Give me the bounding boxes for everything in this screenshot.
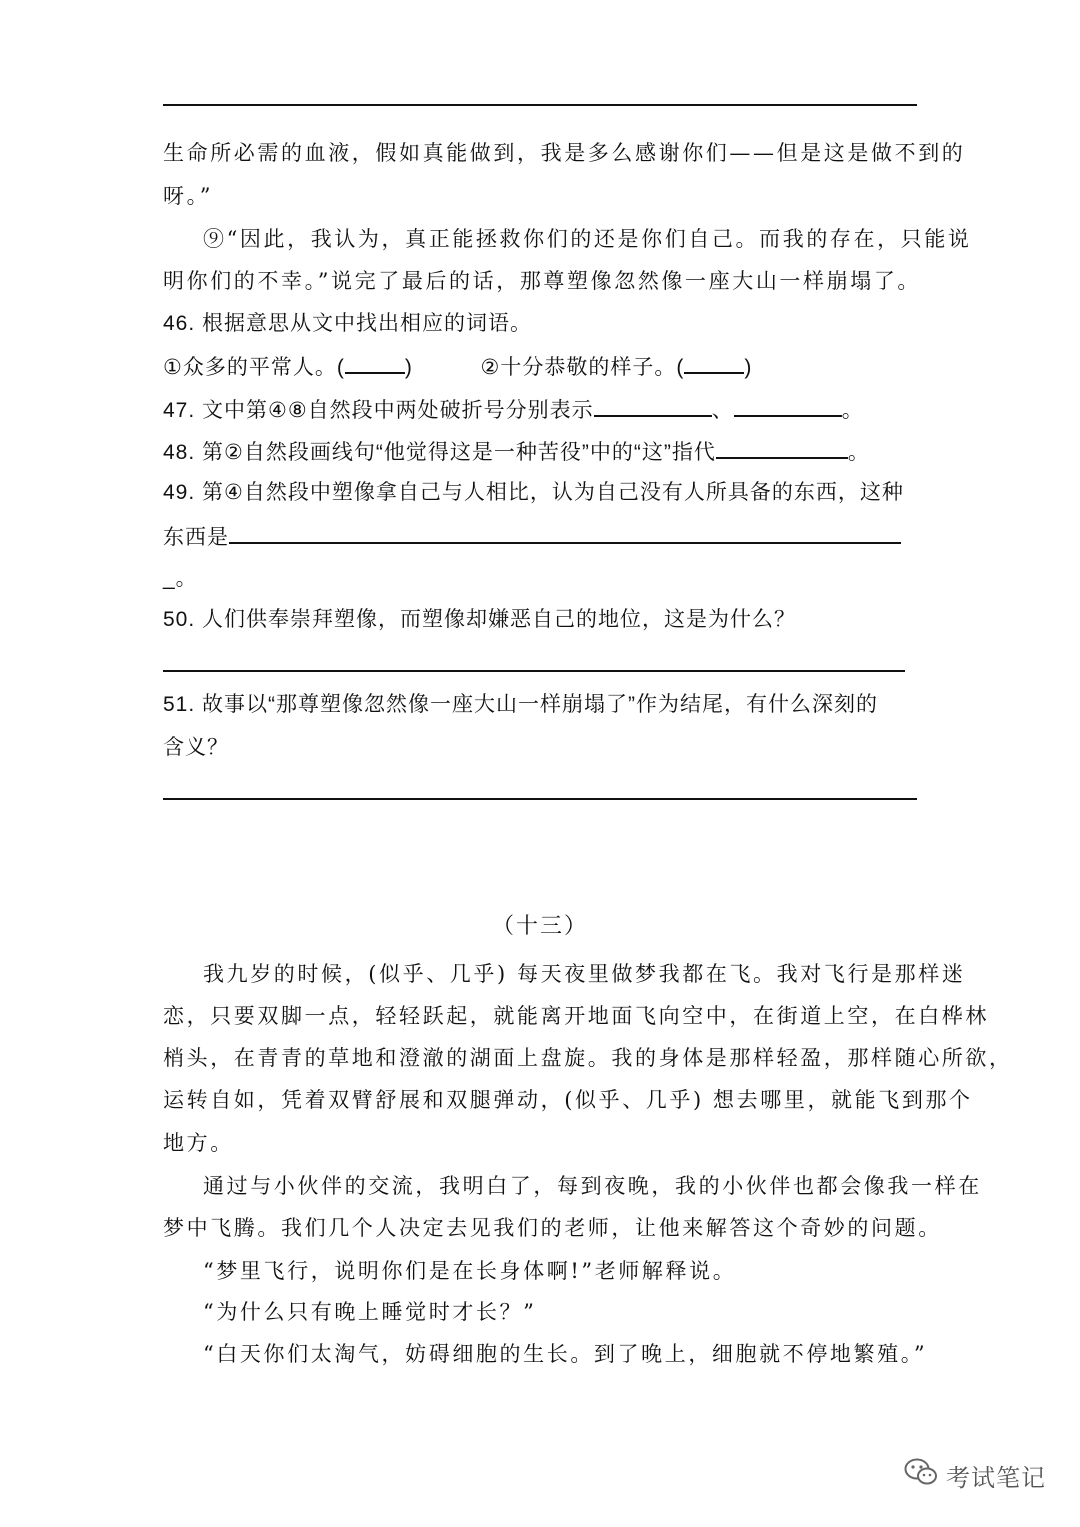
- paragraph-8-continued-line-2: 呀。”: [163, 184, 214, 208]
- question-46-item-b-close: ): [744, 356, 753, 379]
- passage-paragraph-1-line-4: 运转自如，凭着双臂舒展和双腿弹动，(似乎、几乎) 想去哪里，就能飞到那个: [163, 1088, 973, 1112]
- answer-blank-47a[interactable]: [594, 393, 712, 417]
- question-49-line-1: 49. 第④自然段中塑像拿自己与人相比，认为自己没有人所具备的东西，这种: [163, 481, 904, 504]
- wechat-icon: [904, 1457, 938, 1493]
- question-47: [163, 393, 923, 426]
- answer-line-50[interactable]: [163, 670, 905, 672]
- answer-blank-48[interactable]: [716, 435, 848, 459]
- answer-blank-46a[interactable]: [345, 350, 405, 374]
- passage-paragraph-2-line-1: 通过与小伙伴的交流，我明白了，每到夜晚，我的小伙伴也都会像我一样在: [203, 1174, 982, 1198]
- passage-paragraph-1-line-1: 我九岁的时候，(似乎、几乎) 每天夜里做梦我都在飞。我对飞行是那样迷: [203, 962, 966, 986]
- question-50: 50. 人们供奉崇拜塑像，而塑像却嫌恶自己的地位，这是为什么？: [163, 608, 797, 631]
- paragraph-9-line-1: ⑨“因此，我认为，真正能拯救你们的还是你们自己。而我的存在，只能说: [203, 227, 972, 251]
- answer-blank-46b[interactable]: [684, 350, 744, 374]
- question-48-period: 。: [847, 441, 870, 464]
- passage-paragraph-1-line-3: 梢头，在青青的草地和澄澈的湖面上盘旋。我的身体是那样轻盈，那样随心所欲，: [163, 1046, 1013, 1070]
- question-47-separator: 、: [711, 399, 734, 422]
- question-46: 46. 根据意思从文中找出相应的词语。: [163, 312, 533, 335]
- question-49-label: 东西是: [163, 526, 229, 549]
- question-46-item-a-label: ①众多的平常人。(: [163, 356, 345, 379]
- question-46-items: [163, 350, 923, 383]
- watermark: [904, 1457, 1046, 1493]
- question-51-line-1: 51. 故事以“那尊塑像忽然像一座大山一样崩塌了”作为结尾，有什么深刻的: [163, 693, 879, 716]
- answer-line-51[interactable]: [163, 798, 917, 800]
- dialogue-line-3: “白天你们太淘气，妨碍细胞的生长。到了晚上，细胞就不停地繁殖。”: [203, 1342, 928, 1366]
- question-48: [163, 435, 923, 468]
- dialogue-line-1: “梦里飞行，说明你们是在长身体啊!”老师解释说。: [203, 1259, 737, 1283]
- section-title: （十三）: [491, 913, 588, 938]
- paragraph-9-line-2: 明你们的不幸。”说完了最后的话，那尊塑像忽然像一座大山一样崩塌了。: [163, 269, 922, 293]
- passage-paragraph-1-line-2: 恋，只要双脚一点，轻轻跃起，就能离开地面飞向空中，在街道上空，在白桦林: [163, 1004, 989, 1028]
- question-46-item-b-label: ②十分恭敬的样子。(: [480, 356, 685, 379]
- answer-blank-49[interactable]: [229, 520, 901, 544]
- question-47-period: 。: [841, 399, 864, 422]
- question-49-end: _。: [163, 567, 198, 590]
- question-48-text: 48. 第②自然段画线句“他觉得这是一种苦役”中的“这”指代: [163, 441, 716, 464]
- question-51-line-2: 含义？: [163, 736, 229, 759]
- question-49-line-2: [163, 520, 923, 553]
- paragraph-8-continued-line-1: 生命所必需的血液，假如真能做到，我是多么感谢你们——但是这是做不到的: [163, 141, 966, 165]
- passage-paragraph-2-line-2: 梦中飞腾。我们几个人决定去见我们的老师，让他来解答这个奇妙的问题。: [163, 1216, 942, 1240]
- watermark-text: 考试笔记: [946, 1463, 1046, 1492]
- top-rule: [163, 104, 917, 106]
- dialogue-line-2: “为什么只有晚上睡觉时才长？”: [203, 1300, 537, 1324]
- answer-blank-47b[interactable]: [734, 393, 842, 417]
- question-47-text: 47. 文中第④⑧自然段中两处破折号分别表示: [163, 399, 594, 422]
- question-46-item-a-close: ): [404, 356, 413, 379]
- passage-paragraph-1-line-5: 地方。: [163, 1131, 234, 1155]
